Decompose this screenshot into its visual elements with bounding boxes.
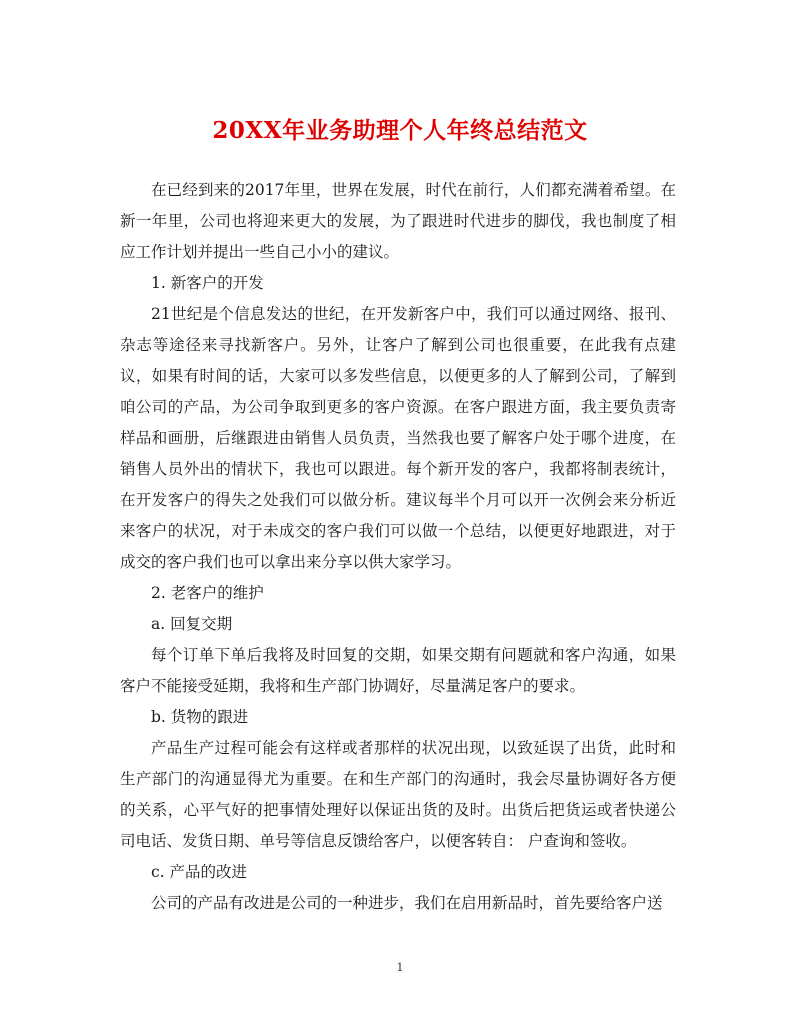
paragraph-reply-delivery: 每个订单下单后我将及时回复的交期，如果交期有问题就和客户沟通，如果客户不能接受延期，我将和生产部门协调好，尽量满足客户的要求。 <box>120 646 676 695</box>
paragraph-product-improvement: 公司的产品有改进是公司的一种进步，我们在启用新品时，首先要给客户送 <box>151 894 663 912</box>
paragraph-intro: 在已经到来的2017年里，世界在发展，时代在前行，人们都充满着希望。在新一年里，公司也将迎来更大的发展，为了跟进时代进步的脚伐，我也制度了相应工作计划并提出一些自己小小的建议。 <box>120 181 676 261</box>
paragraph-goods-followup: 产品生产过程可能会有这样或者那样的状况出现，以致延误了出货，此时和生产部门的沟通显得尤为重要。在和生产部门的沟通时，我会尽量协调好各方便的关系，心平气好的把事情处理好以保证出货的及时。出货后把货运或者快递公司电话、发货日期、单号等信息反馈给客户，以便客转自： 户查询和签收。 <box>120 739 676 850</box>
subheading-goods-followup: b. 货物的跟进 <box>151 708 249 726</box>
paragraph-new-customers: 21世纪是个信息发达的世纪，在开发新客户中，我们可以通过网络、报刊、杂志等途径来寻找新客户。另外，让客户了解到公司也很重要，在此我有点建议，如果有时间的话，大家可以多发些信息，以便更多的人了解到公司，了解到咱公司的产品，为公司争取到更多的客户资源。在客户跟进方面，我主要负责寄样品和画册，后继跟进由销售人员负责，当然我也要了解客户处于哪个进度，在销售人员外出的情状下，我也可以跟进。每个新开发的客户，我都将制表统计，在开发客户的得失之处我们可以做分析。建议每半个月可以开一次例会来分析近来客户的状况，对于未成交的客户我们可以做一个总结，以便更好地跟进，对于成交的客户我们也可以拿出来分享以供大家学习。 <box>120 305 676 571</box>
subheading-reply-delivery: a. 回复交期 <box>151 615 233 633</box>
page-number: 1 <box>396 961 404 974</box>
document-title: 20XX年业务助理个人年终总结范文 <box>212 117 588 144</box>
subheading-product-improvement: c. 产品的改进 <box>151 863 248 881</box>
heading-new-customers: 1. 新客户的开发 <box>151 274 264 292</box>
document-body <box>120 175 676 919</box>
heading-old-customers: 2. 老客户的维护 <box>151 584 264 602</box>
